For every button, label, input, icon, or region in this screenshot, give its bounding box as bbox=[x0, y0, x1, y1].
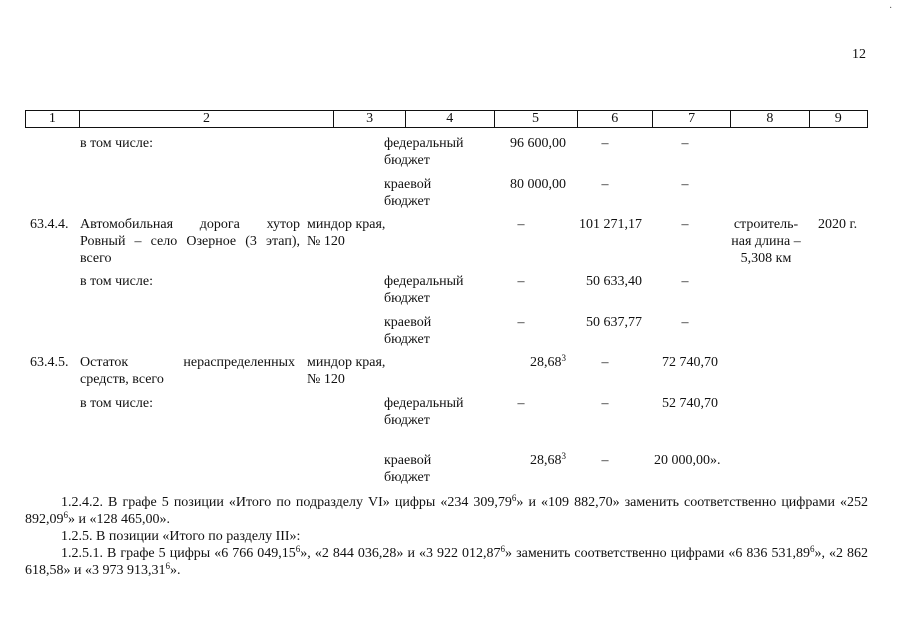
header-col-9: 9 bbox=[834, 111, 842, 126]
row5-col5: 28,68$^3$ bbox=[530, 353, 566, 370]
row2-name: Автомобильная дорога хутор Ровный – село Озерное (3 этап), всего bbox=[80, 217, 300, 266]
row6-source: федеральный бюджет bbox=[384, 396, 464, 428]
row1-col5: 80 000,00 bbox=[510, 177, 566, 192]
header-col-4: 4 bbox=[406, 111, 495, 127]
row2-year: 2020 г. bbox=[818, 217, 858, 232]
paragraph-1-2-5-1: 1.2.5.1. В графе 5 цифры «6 766 049,15$^6$», «2 844 036,28» и «3 922 012,87$^6$» заменить соответственно цифрами «6 836 531,89$^6$», «2 862 618,58» и «3 973 913,31$^6$». bbox=[25, 544, 869, 578]
row5-col5-footnote: 3 bbox=[561, 353, 566, 363]
header-col-2: 2 bbox=[80, 111, 334, 127]
header-col-1: 1 bbox=[26, 111, 80, 127]
row6-col7: 52 740,70 bbox=[662, 396, 718, 411]
row7-col6: – bbox=[601, 453, 609, 468]
row3-col7: – bbox=[681, 274, 689, 289]
row3-col6: 50 633,40 bbox=[586, 274, 642, 289]
row1-source: краевой бюджет bbox=[384, 177, 432, 209]
row2-agency: миндор края, № 120 bbox=[307, 217, 386, 249]
row3-col5: – bbox=[517, 274, 525, 289]
row5-col7: 72 740,70 bbox=[662, 355, 718, 370]
row2-capacity: строитель-ная длина – 5,308 км bbox=[731, 217, 801, 266]
row7-col5: 28,68$^3$ bbox=[530, 451, 566, 468]
row0-col7: – bbox=[681, 136, 689, 151]
row2-col7: – bbox=[681, 217, 689, 232]
row6-label: в том числе: bbox=[80, 396, 153, 411]
row5-name: Остаток нераспределенных средств, всего bbox=[80, 355, 295, 387]
row4-source: краевой бюджет bbox=[384, 315, 432, 347]
row7-col7: 20 000,00». bbox=[654, 453, 721, 468]
row2-code: 63.4.4. bbox=[30, 217, 69, 232]
row2-col6: 101 271,17 bbox=[579, 217, 642, 232]
row6-col5: – bbox=[517, 396, 525, 411]
row5-agency: миндор края, № 120 bbox=[307, 355, 386, 387]
row3-source: федеральный бюджет bbox=[384, 274, 464, 306]
header-col-8: 8 bbox=[731, 111, 809, 127]
row4-col6: 50 637,77 bbox=[586, 315, 642, 330]
row4-col7: – bbox=[681, 315, 689, 330]
row1-col6: – bbox=[601, 177, 609, 192]
row7-source: краевой бюджет bbox=[384, 453, 432, 485]
row2-col5: – bbox=[517, 217, 525, 232]
page-number: 12 bbox=[852, 47, 866, 62]
header-col-6: 6 bbox=[578, 111, 653, 127]
paragraph-1-2-4-2: 1.2.4.2. В графе 5 позиции «Итого по подразделу VI» цифры «234 309,79$^6$» и «109 882,70» заменить соответственно цифрами «252 892,09$^6$» и «128 465,00». bbox=[25, 493, 868, 527]
row0-label: в том числе: bbox=[80, 136, 153, 151]
row7-col5-footnote: 3 bbox=[561, 451, 566, 461]
header-col-7: 7 bbox=[653, 111, 731, 127]
row3-label: в том числе: bbox=[80, 274, 153, 289]
header-col-3: 3 bbox=[334, 111, 406, 127]
row0-col6: – bbox=[601, 136, 609, 151]
header-col-5: 5 bbox=[495, 111, 578, 127]
row0-source: федеральный бюджет bbox=[384, 136, 464, 168]
row5-col6: – bbox=[601, 355, 609, 370]
table-header bbox=[25, 110, 868, 128]
row4-col5: – bbox=[517, 315, 525, 330]
row5-code: 63.4.5. bbox=[30, 355, 69, 370]
paragraph-1-2-5: 1.2.5. В позиции «Итого по разделу III»: bbox=[61, 529, 301, 544]
corner-mark: · bbox=[889, 3, 893, 14]
row6-col6: – bbox=[601, 396, 609, 411]
row0-col5: 96 600,00 bbox=[510, 136, 566, 151]
row1-col7: – bbox=[681, 177, 689, 192]
